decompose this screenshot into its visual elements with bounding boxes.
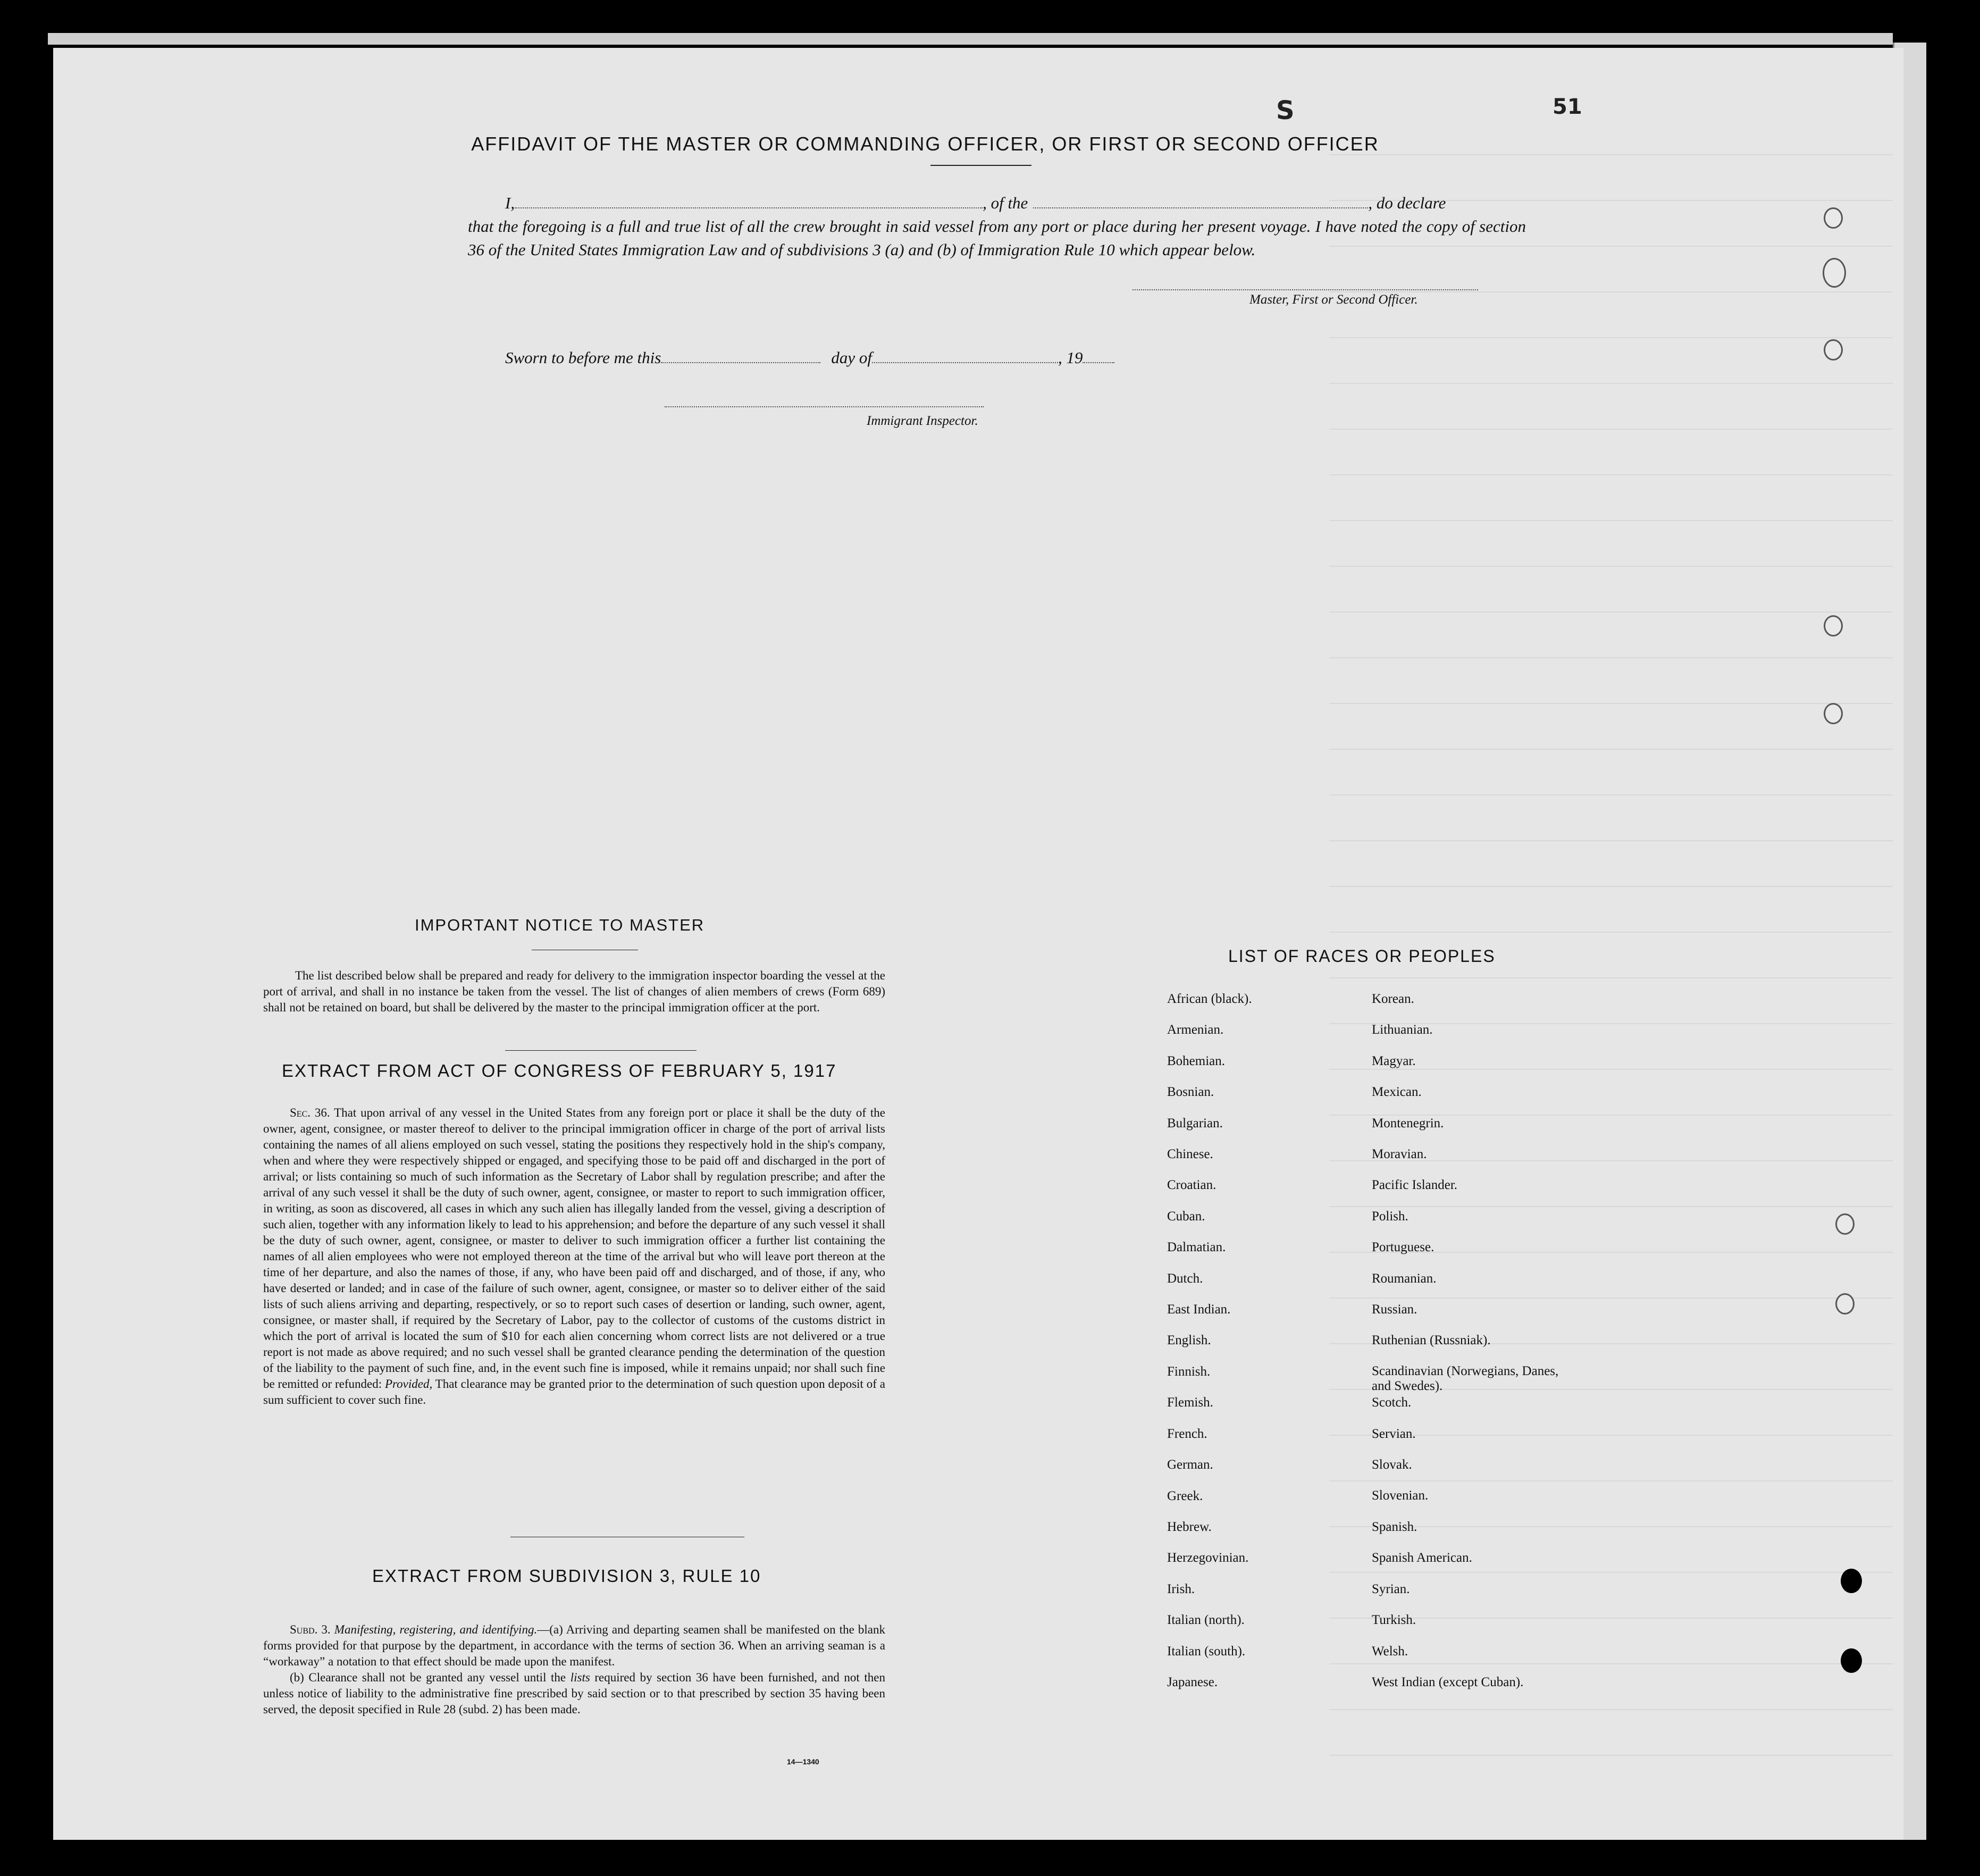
race-item: Mexican. bbox=[1372, 1085, 1422, 1100]
act-extract-title: EXTRACT FROM ACT OF CONGRESS OF FEBRUARY 5, 1917 bbox=[282, 1061, 837, 1081]
bleed-through-line bbox=[1329, 1755, 1893, 1756]
master-signature-label: Master, First or Second Officer. bbox=[1249, 292, 1418, 307]
provided-label: Provided, bbox=[385, 1377, 433, 1391]
race-item: Bosnian. bbox=[1167, 1085, 1214, 1100]
title-rule bbox=[930, 165, 1031, 166]
races-title: LIST OF RACES OR PEOPLES bbox=[1228, 947, 1496, 966]
rule-extract-body bbox=[263, 1622, 885, 1718]
bleed-through-line bbox=[1329, 1709, 1893, 1710]
affidavit-declaration-block bbox=[468, 191, 1526, 262]
race-item: Montenegrin. bbox=[1372, 1116, 1444, 1130]
binder-hole bbox=[1841, 1569, 1862, 1593]
race-item: Pacific Islander. bbox=[1372, 1178, 1458, 1193]
race-item: Cuban. bbox=[1167, 1209, 1205, 1224]
race-item: East Indian. bbox=[1167, 1302, 1231, 1317]
bleed-through-line bbox=[1329, 657, 1893, 658]
race-item: Polish. bbox=[1372, 1209, 1408, 1224]
declarant-name-field[interactable] bbox=[515, 191, 983, 208]
race-item: Roumanian. bbox=[1372, 1271, 1437, 1286]
race-item: Moravian. bbox=[1372, 1147, 1427, 1162]
subdivision-label: Subd. 3. bbox=[290, 1623, 331, 1636]
race-item: Croatian. bbox=[1167, 1178, 1216, 1193]
binder-hole bbox=[1823, 258, 1846, 288]
document-page bbox=[53, 48, 1903, 1840]
act-extract-body bbox=[263, 1105, 885, 1408]
race-item: Lithuanian. bbox=[1372, 1023, 1433, 1037]
rule-extract-title: EXTRACT FROM SUBDIVISION 3, RULE 10 bbox=[372, 1566, 761, 1586]
race-item: Scotch. bbox=[1372, 1395, 1412, 1410]
bleed-through-line bbox=[1329, 474, 1893, 475]
paragraph-b-end: required by section 36 have been furnished, and not then unless notice of liability to the administrative fine prescribed by said section or to that prescribed by section 35 having been served, the deposit specified in Rule 28 (subd. 2) has been made. bbox=[263, 1671, 885, 1716]
bleed-through-line bbox=[1329, 612, 1893, 613]
binder-hole bbox=[1824, 207, 1843, 229]
race-item: French. bbox=[1167, 1426, 1207, 1441]
binder-hole bbox=[1824, 703, 1843, 724]
race-item: Irish. bbox=[1167, 1581, 1195, 1596]
race-item: Italian (north). bbox=[1167, 1613, 1245, 1628]
binder-hole bbox=[1841, 1648, 1862, 1673]
bleed-through-line bbox=[1329, 794, 1893, 795]
form-number: 14—1340 bbox=[787, 1757, 819, 1766]
race-item: Chinese. bbox=[1167, 1147, 1213, 1162]
binder-hole bbox=[1824, 615, 1843, 636]
race-item: English. bbox=[1167, 1333, 1211, 1348]
section-number: Sec. 36. bbox=[290, 1106, 330, 1119]
race-item: Italian (south). bbox=[1167, 1644, 1246, 1659]
race-item: Spanish. bbox=[1372, 1519, 1417, 1534]
race-item: Japanese. bbox=[1167, 1674, 1218, 1689]
inspector-signature-field[interactable] bbox=[665, 404, 984, 407]
subdivision-heading: Manifesting, registering, and identifying. bbox=[334, 1623, 538, 1636]
bleed-through-line bbox=[1329, 840, 1893, 841]
race-item: German. bbox=[1167, 1458, 1213, 1472]
paragraph-a: —(a) Arriving and departing seamen shall be manifested on the blank forms provided for that purpose by the department, in accordance with the terms of section 36. When an arriving seaman is a “workaway” a notation to that effect should be made upon the manifest. bbox=[263, 1623, 886, 1668]
race-item: Portuguese. bbox=[1372, 1240, 1434, 1255]
sheet-top-edge bbox=[48, 33, 1893, 45]
master-signature-field[interactable] bbox=[1132, 287, 1478, 290]
declarant-label: I, bbox=[505, 194, 515, 212]
race-item: Bohemian. bbox=[1167, 1053, 1226, 1068]
section-rule bbox=[505, 1050, 697, 1051]
race-item: Magyar. bbox=[1372, 1053, 1416, 1068]
of-the-label: , of the bbox=[983, 194, 1028, 212]
bleed-through-line bbox=[1329, 886, 1893, 887]
race-item: African (black). bbox=[1167, 992, 1252, 1006]
handwritten-mark: S bbox=[1276, 96, 1295, 125]
bleed-through-line bbox=[1329, 566, 1893, 567]
race-item: Korean. bbox=[1372, 992, 1414, 1006]
binder-hole bbox=[1835, 1213, 1855, 1235]
race-item: West Indian (except Cuban). bbox=[1372, 1674, 1524, 1689]
race-item: Bulgarian. bbox=[1167, 1116, 1223, 1130]
race-item: Armenian. bbox=[1167, 1023, 1224, 1037]
sworn-year-field[interactable] bbox=[1083, 348, 1114, 363]
declaration-text: that the foregoing is a full and true list of all the crew brought in said vessel from any port or place during her present voyage. I have noted the copy of section 36 of the United States Immigration Law and of subdivisions 3 (a) and (b) of Immigration Rule 10 which appear below. bbox=[468, 217, 1526, 259]
paragraph-b-start: (b) Clearance shall not be granted any vessel until the bbox=[290, 1671, 566, 1684]
notice-title: IMPORTANT NOTICE TO MASTER bbox=[415, 916, 705, 934]
bleed-through-line bbox=[1329, 383, 1893, 384]
race-item: Servian. bbox=[1372, 1426, 1416, 1441]
notice-text: The list described below shall be prepared and ready for delivery to the immigration inspector boarding the vessel at the port of arrival, and shall in no instance be taken from the vessel. The list of changes of alien members of crews (Form 689) shall not be retained on board, but shall be delivered by the master to the principal immigration officer at the port. bbox=[263, 969, 885, 1014]
affidavit-title: AFFIDAVIT OF THE MASTER OR COMMANDING OFFICER, OR FIRST OR SECOND OFFICER bbox=[471, 133, 1379, 155]
bleed-through-line bbox=[1329, 932, 1893, 933]
race-item: Spanish American. bbox=[1372, 1551, 1472, 1565]
bleed-through-line bbox=[1329, 520, 1893, 521]
race-item: Herzegovinian. bbox=[1167, 1551, 1249, 1565]
binder-hole bbox=[1835, 1293, 1855, 1314]
section-36-proviso: That clearance may be granted prior to the determination of such question upon deposit of a sum sufficient to cover such fine. bbox=[263, 1377, 885, 1406]
race-item: Welsh. bbox=[1372, 1644, 1408, 1659]
race-item: Syrian. bbox=[1372, 1581, 1410, 1596]
races-column-1 bbox=[1167, 984, 1343, 1698]
section-36-text: That upon arrival of any vessel in the United States from any foreign port or place it shall be the duty of the owner, agent, consignee, or master thereof to deliver to the principal immigration officer in charge of the port of arrival lists containing the names of all aliens employed on such vessel, stating the positions they respectively hold in the ship's company, when and where they were respectively shipped or engaged, and specifying those to be paid off and discharged in the port of arrival; or lists containing so much of such information as the Secretary of Labor shall by regulation prescribe; and after the arrival of any such vessel it shall be the duty of such owner, agent, consignee, or master to report to such immigration officer, in writing, as soon as discovered, all cases in which any such alien has illegally landed from the vessel, giving a description of such alien, together with any information likely to lead to his apprehension; and before the departure of any such vessel it shall be the duty of such owner, agent, consignee, or master to deliver to such immigration officer a further list containing the names of all alien employees who were not employed thereon at the time of the arrival but who will leave port thereon at the time of her departure, and also the names of those, if any, who have been paid off and discharged, and of those, if any, who have deserted or landed; and in case of the failure of such owner, agent, consignee, or master so to deliver either of the said lists of such aliens arriving and departing, respectively, or so to report such cases of desertion or landing, such owner, agent, consignee, or master shall, if required by the Secretary of Labor, pay to the collector of customs of the customs district in which the port of arrival is located the sum of $10 for each alien concerning whom correct lists are not delivered or a true report is not made as above required; and no such vessel shall be granted clearance pending the determination of the question of the liability to the payment of such fine, and, in the event such fine is imposed, while it remains unpaid; nor shall such fine be remitted or refunded: bbox=[263, 1106, 885, 1391]
bleed-through-line bbox=[1329, 337, 1893, 338]
race-item: Ruthenian (Russniak). bbox=[1372, 1333, 1491, 1348]
race-item: Russian. bbox=[1372, 1302, 1417, 1317]
sworn-line bbox=[505, 348, 1114, 367]
bleed-through-line bbox=[1329, 749, 1893, 750]
race-item: Dutch. bbox=[1167, 1271, 1203, 1286]
bleed-through-line bbox=[1329, 977, 1893, 978]
paragraph-b-lists: lists bbox=[570, 1671, 590, 1684]
race-item: Scandinavian (Norwegians, Danes, and Swedes). bbox=[1372, 1363, 1559, 1393]
race-item: Greek. bbox=[1167, 1488, 1203, 1503]
binder-hole bbox=[1824, 339, 1843, 361]
sworn-month-field[interactable] bbox=[872, 348, 1058, 363]
handwritten-mark: 51 bbox=[1553, 95, 1582, 119]
race-item: Finnish. bbox=[1167, 1364, 1211, 1379]
do-declare-label: , do declare bbox=[1368, 194, 1446, 212]
race-item: Turkish. bbox=[1372, 1613, 1416, 1628]
year-label: , 19 bbox=[1058, 348, 1083, 367]
vessel-name-field[interactable] bbox=[1033, 191, 1368, 208]
race-item: Flemish. bbox=[1167, 1395, 1213, 1410]
inspector-label: Immigrant Inspector. bbox=[867, 414, 978, 428]
sworn-day-field[interactable] bbox=[661, 348, 820, 363]
race-item: Dalmatian. bbox=[1167, 1240, 1226, 1255]
race-item: Slovak. bbox=[1372, 1458, 1412, 1472]
race-item: Slovenian. bbox=[1372, 1488, 1429, 1503]
races-column-2 bbox=[1372, 984, 1595, 1698]
day-of-label: day of bbox=[831, 348, 872, 367]
race-item: Hebrew. bbox=[1167, 1519, 1212, 1534]
sworn-label: Sworn to before me this bbox=[505, 348, 661, 367]
bleed-through-line bbox=[1329, 429, 1893, 430]
bleed-through-line bbox=[1329, 703, 1893, 704]
